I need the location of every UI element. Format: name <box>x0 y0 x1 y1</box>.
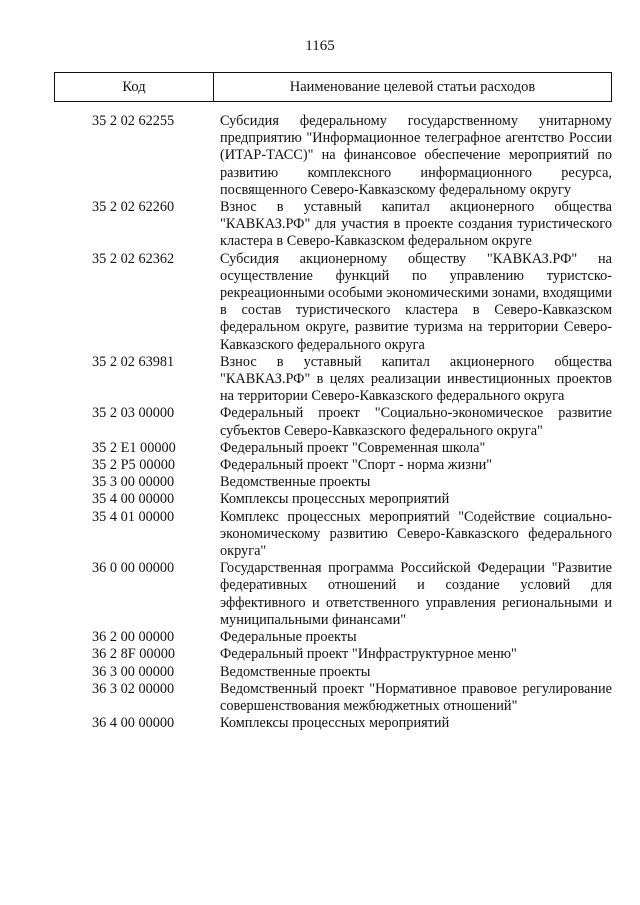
table-row <box>0 474 640 491</box>
row-code: 35 2 02 62260 <box>92 199 175 216</box>
header-name: Наименование целевой статьи расходов <box>289 78 536 95</box>
table-row <box>0 629 640 646</box>
table-row <box>0 457 640 474</box>
row-code: 35 2 03 00000 <box>92 405 175 422</box>
row-code: 36 2 00 00000 <box>92 629 175 646</box>
table-row <box>0 440 640 457</box>
row-code: 36 3 02 00000 <box>92 680 175 697</box>
table-body <box>0 113 640 732</box>
row-name: Субсидия федеральному государственному унитарному предприятию "Информационное телеграфное агентство России (ИТАР-ТАСС)" на финансовое обеспечение мероприятий по развитию комплексного информационного ресурса, посвященного Северо-Кавказскому федеральному округу <box>220 113 612 198</box>
row-name: Федеральный проект "Инфраструктурное меню" <box>220 646 517 663</box>
table-row <box>0 405 640 439</box>
row-name: Федеральный проект "Современная школа" <box>220 439 486 456</box>
table-row <box>0 646 640 663</box>
row-code: 36 0 00 00000 <box>92 560 175 577</box>
row-code: 35 2 Р5 00000 <box>92 457 176 474</box>
table-row <box>0 681 640 715</box>
table-row <box>0 509 640 561</box>
row-name: Ведомственные проекты <box>220 663 371 680</box>
table-row <box>0 251 640 354</box>
row-code: 35 4 01 00000 <box>92 508 175 525</box>
row-name: Федеральный проект "Социально-экономическое развитие субъектов Северо-Кавказского федерального округа" <box>220 405 612 439</box>
page-number: 1165 <box>305 38 335 54</box>
row-name: Федеральные проекты <box>220 629 357 646</box>
row-name: Федеральный проект "Спорт - норма жизни" <box>220 457 493 474</box>
row-name: Комплексы процессных мероприятий <box>220 715 450 732</box>
table-row <box>0 354 640 406</box>
row-name: Комплексы процессных мероприятий <box>220 491 450 508</box>
row-code: 36 4 00 00000 <box>92 715 175 732</box>
row-name: Ведомственный проект "Нормативное правовое регулирование совершенствования межбюджетных отношений" <box>220 680 612 714</box>
row-code: 36 2 8F 00000 <box>92 646 176 663</box>
row-code: 35 2 02 63981 <box>92 353 175 370</box>
row-code: 35 2 Е1 00000 <box>92 439 176 456</box>
table-row <box>0 560 640 629</box>
row-name: Субсидия акционерному обществу "КАВКАЗ.РФ" на осуществление функций по управлению туристско-рекреационными особыми экономическими зонами, входящими в состав туристического кластера в Северо-Кавказском федеральном округе, развитие туризма на территории Северо-Кавказского федерального округа <box>220 250 612 353</box>
header-code: Код <box>55 73 214 101</box>
table-header <box>54 72 612 102</box>
table-row <box>0 664 640 681</box>
row-code: 35 2 02 62362 <box>92 250 175 267</box>
table-row <box>0 113 640 199</box>
table-row <box>0 715 640 732</box>
row-name: Комплекс процессных мероприятий "Содействие социально-экономическому развитию Северо-Кавказского федерального округа" <box>220 508 612 560</box>
row-name: Ведомственные проекты <box>220 474 371 491</box>
row-code: 35 2 02 62255 <box>92 113 175 129</box>
table-row <box>0 491 640 508</box>
row-name: Взнос в уставный капитал акционерного общества "КАВКАЗ.РФ" в целях реализации инвестиционных проектов на территории Северо-Кавказского федерального округа <box>220 353 612 405</box>
table-row <box>0 199 640 251</box>
row-name: Государственная программа Российской Федерации "Развитие федеративных отношений и создание условий для эффективного и ответственного управления региональными и муниципальными финансами" <box>220 560 612 628</box>
row-code: 36 3 00 00000 <box>92 663 175 680</box>
row-code: 35 4 00 00000 <box>92 491 175 508</box>
row-name: Взнос в уставный капитал акционерного общества "КАВКАЗ.РФ" для участия в проекте создания туристического кластера в Северо-Кавказском федеральном округе <box>220 199 612 250</box>
row-code: 35 3 00 00000 <box>92 474 175 491</box>
